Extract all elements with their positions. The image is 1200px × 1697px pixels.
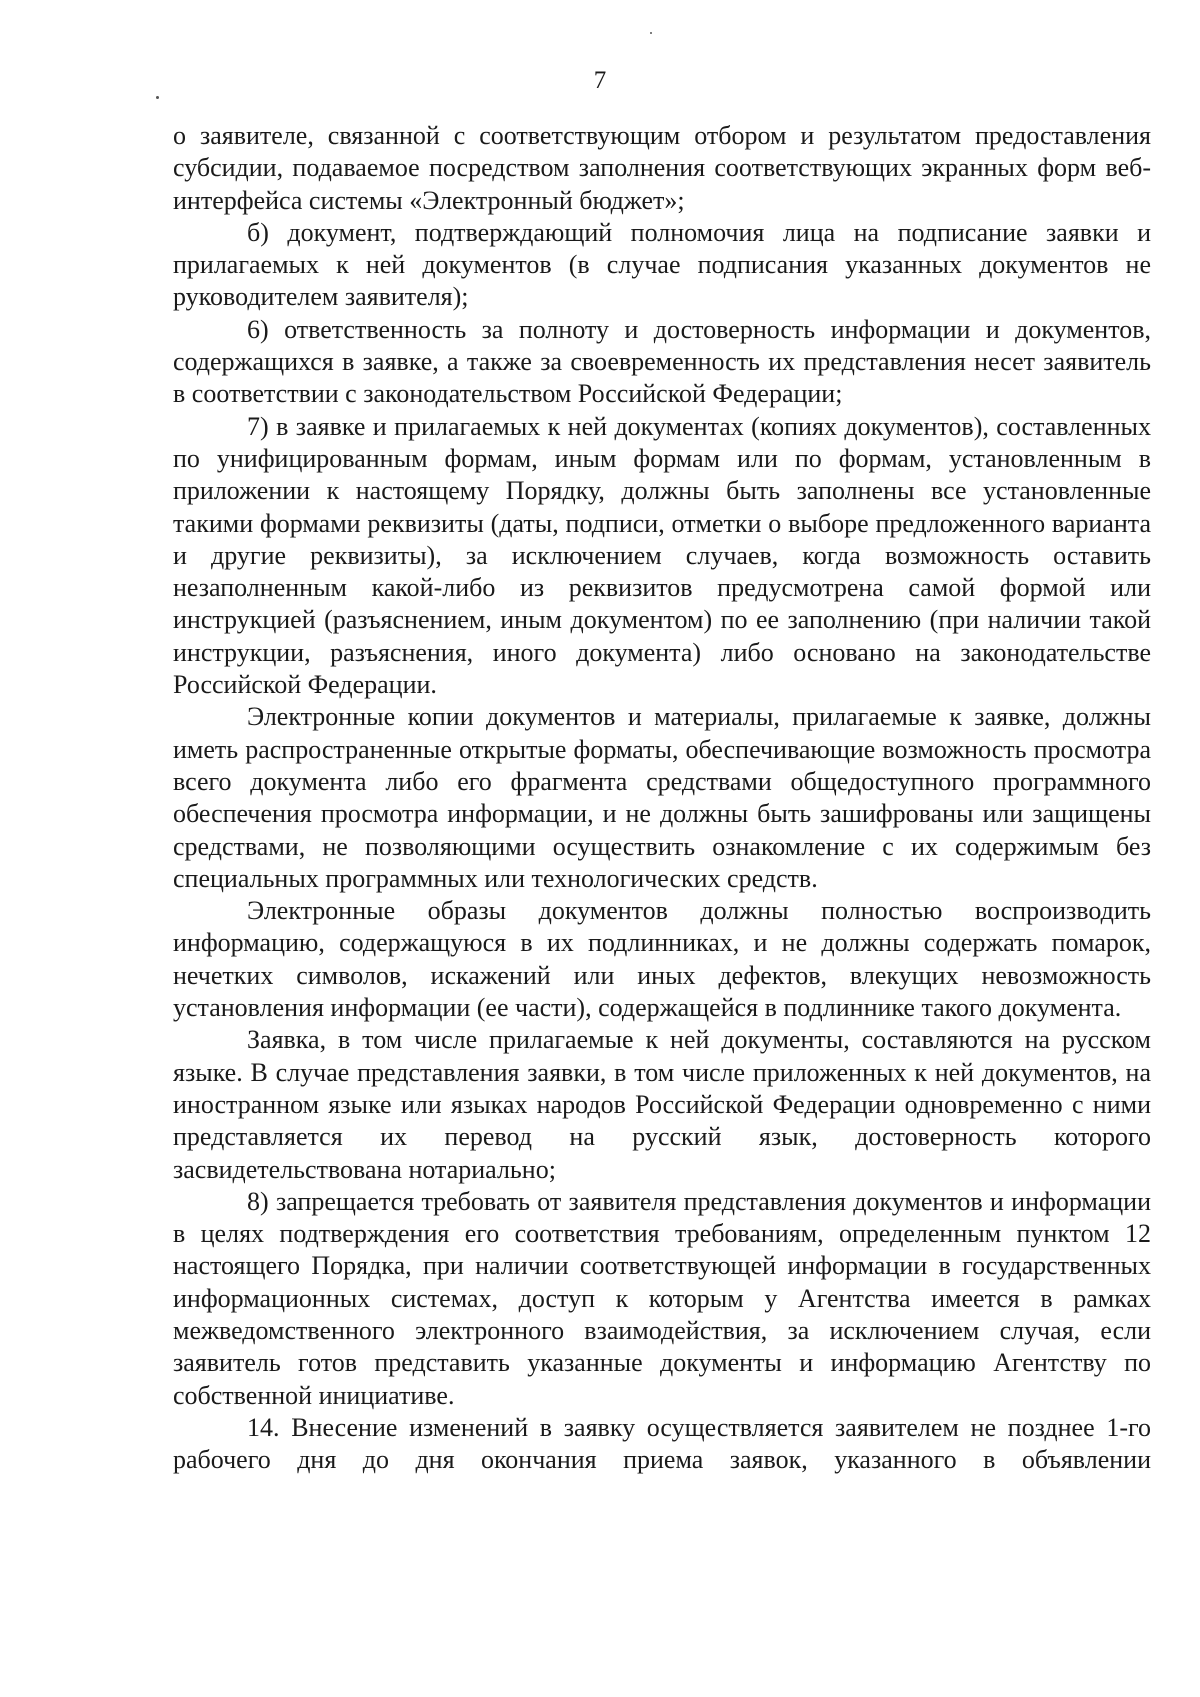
paragraph: Заявка, в том числе прилагаемые к ней документы, составляются на русском языке. В случае представления заявки, в том числе приложенных к ней документов, на иностранном языке или языках народов Российской Федерации одновременно с ними представляется их перевод на русский язык, достоверность которого засвидетельствована нотариально; (173, 1025, 1151, 1184)
paragraph: 6) ответственность за полноту и достоверность информации и документов, содержащихся в заявке, а также за своевременность их представления несет заявитель в соответствии с законодательством Российской Федерации; (173, 314, 1151, 409)
scan-speck (156, 96, 159, 99)
paragraph: б) документ, подтверждающий полномочия лица на подписание заявки и прилагаемых к ней документов (в случае подписания указанных документов не руководителем заявителя); (173, 217, 1151, 312)
paragraph: Электронные образы документов должны полностью воспроизводить информацию, содержащуюся в их подлинниках, и не должны содержать помарок, нечетких символов, искажений или иных дефектов, влекущих невозможность установления информации (ее части), содержащейся в подлиннике такого документа. (173, 896, 1151, 1023)
document-body (173, 120, 1151, 1476)
page-number: 7 (593, 67, 607, 94)
paragraph: Электронные копии документов и материалы, прилагаемые к заявке, должны иметь распространенные открытые форматы, обеспечивающие возможность просмотра всего документа либо его фрагмента средствами общедоступного программного обеспечения просмотра информации, и не должны быть зашифрованы или защищены средствами, не позволяющими осуществить ознакомление с их содержимым без специальных программных или технологических средств. (173, 702, 1151, 893)
paragraph: 8) запрещается требовать от заявителя представления документов и информации в целях подтверждения его соответствия требованиям, определенным пунктом 12 настоящего Порядка, при наличии соответствующей информации в государственных информационных системах, доступ к которым у Агентства имеется в рамках межведомственного электронного взаимодействия, за исключением случая, если заявитель готов представить указанные документы и информацию Агентству по собственной инициативе. (173, 1186, 1151, 1410)
paragraph: о заявителе, связанной с соответствующим отбором и результатом предоставления субсидии, подаваемое посредством заполнения соответствующих экранных форм веб-интерфейса системы «Электронный бюджет»; (173, 121, 1151, 215)
paragraph: 14. Внесение изменений в заявку осуществляется заявителем не позднее 1-го рабочего дня до дня окончания приема заявок, указанного в объявлении (173, 1412, 1151, 1475)
paragraph: 7) в заявке и прилагаемых к ней документах (копиях документов), составленных по унифицированным формам, иным формам или по формам, установленным в приложении к настоящему Порядку, должны быть заполнены все установленные такими формами реквизиты (даты, подписи, отметки о выборе предложенного варианта и другие реквизиты), за исключением случаев, когда возможность оставить незаполненным какой-либо из реквизитов предусмотрена самой формой или инструкцией (разъяснением, иным документом) по ее заполнению (при наличии такой инструкции, разъяснения, иного документа) либо основано на законодательстве Российской Федерации. (173, 411, 1151, 700)
scan-speck (650, 32, 652, 34)
